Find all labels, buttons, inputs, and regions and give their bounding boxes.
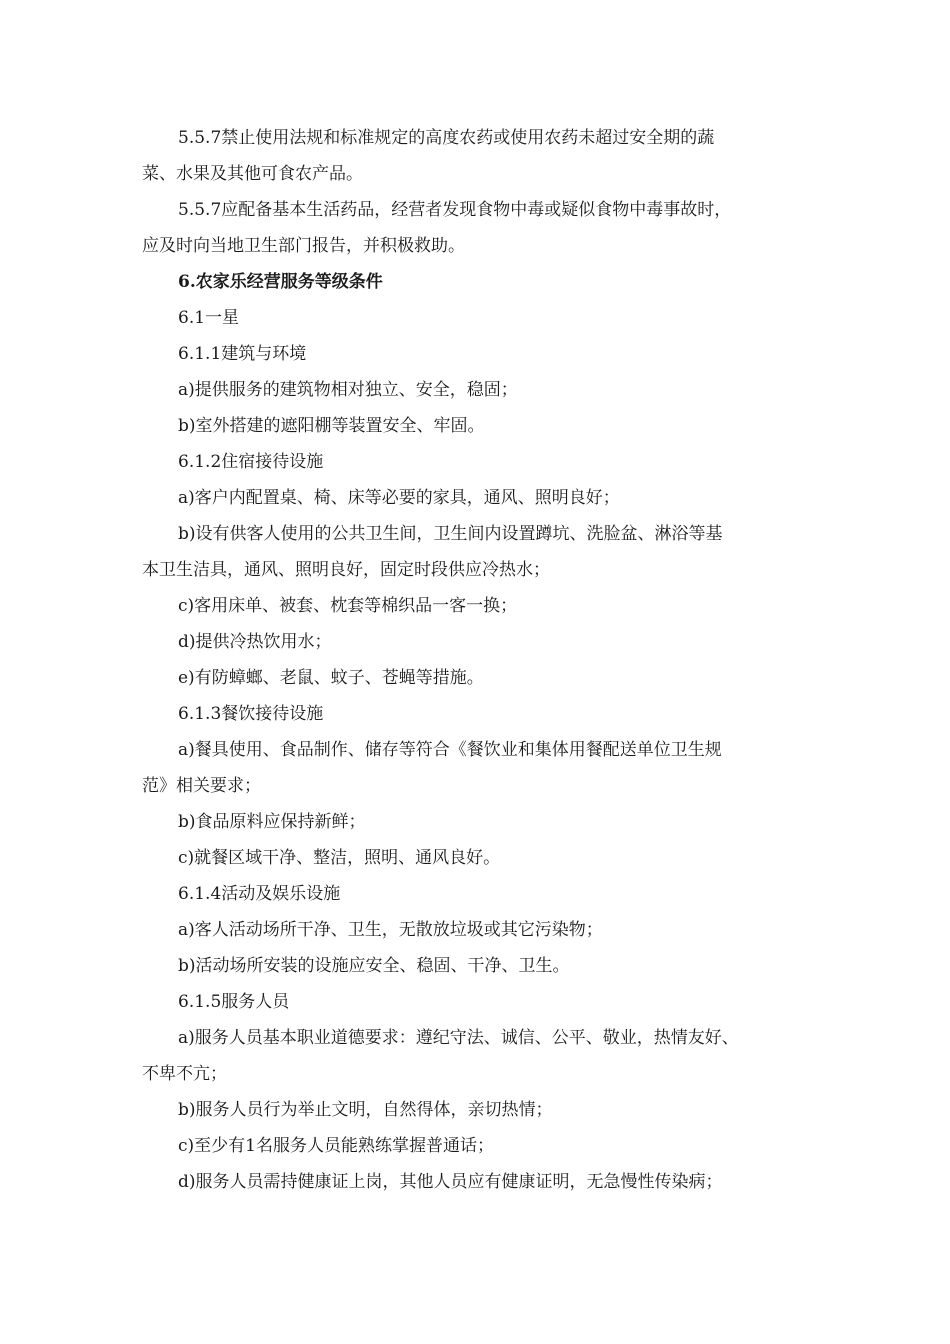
text-line: 6.1.3餐饮接待设施 xyxy=(178,704,324,724)
text-line: 应及时向当地卫生部门报告，并积极救助。 xyxy=(142,236,465,256)
text-line: a)客户内配置桌、椅、床等必要的家具，通风、照明良好； xyxy=(178,488,620,508)
text-line: 范》相关要求； xyxy=(142,776,261,796)
text-line: a)提供服务的建筑物相对独立、安全，稳固； xyxy=(178,380,518,400)
text-line: b)室外搭建的遮阳棚等装置安全、牢固。 xyxy=(178,416,485,436)
text-line: 6.1.5服务人员 xyxy=(178,992,290,1012)
text-line: a)客人活动场所干净、卫生，无散放垃圾或其它污染物； xyxy=(178,920,603,940)
text-line: 5.5.7禁止使用法规和标准规定的高度农药或使用农药未超过安全期的蔬 xyxy=(178,128,715,148)
text-line: c)就餐区域干净、整洁，照明、通风良好。 xyxy=(178,848,501,868)
text-line: 6.1.4活动及娱乐设施 xyxy=(178,884,341,904)
text-line: e)有防蟑螂、老鼠、蚊子、苍蝇等措施。 xyxy=(178,668,484,688)
document-body xyxy=(142,120,822,1200)
text-line: b)服务人员行为举止文明，自然得体，亲切热情； xyxy=(178,1100,553,1120)
text-line: c)客用床单、被套、枕套等棉织品一客一换； xyxy=(178,596,518,616)
text-line: 6.1.2住宿接待设施 xyxy=(178,452,324,472)
text-line: 5.5.7应配备基本生活药品，经营者发现食物中毒或疑似食物中毒事故时， xyxy=(178,200,732,220)
text-line: b)活动场所安装的设施应安全、稳固、干净、卫生。 xyxy=(178,956,570,976)
text-line: 6.1一星 xyxy=(178,308,240,328)
text-line: 本卫生洁具，通风、照明良好，固定时段供应冷热水； xyxy=(142,560,550,580)
text-line: a)餐具使用、食品制作、储存等符合《餐饮业和集体用餐配送单位卫生规 xyxy=(178,740,722,760)
section-heading: 6.农家乐经营服务等级条件 xyxy=(178,272,383,292)
text-line: d)提供冷热饮用水； xyxy=(178,632,332,652)
text-line: a)服务人员基本职业道德要求：遵纪守法、诚信、公平、敬业，热情友好、 xyxy=(178,1028,739,1048)
text-line: 不卑不亢； xyxy=(142,1064,227,1084)
text-line: b)设有供客人使用的公共卫生间，卫生间内设置蹲坑、洗脸盆、淋浴等基 xyxy=(178,524,723,544)
text-line: 6.1.1建筑与环境 xyxy=(178,344,307,364)
text-line: c)至少有1名服务人员能熟练掌握普通话； xyxy=(178,1136,494,1156)
text-line: 菜、水果及其他可食农产品。 xyxy=(142,164,363,184)
text-line: d)服务人员需持健康证上岗，其他人员应有健康证明，无急慢性传染病； xyxy=(178,1172,723,1192)
text-line: b)食品原料应保持新鲜； xyxy=(178,812,366,832)
